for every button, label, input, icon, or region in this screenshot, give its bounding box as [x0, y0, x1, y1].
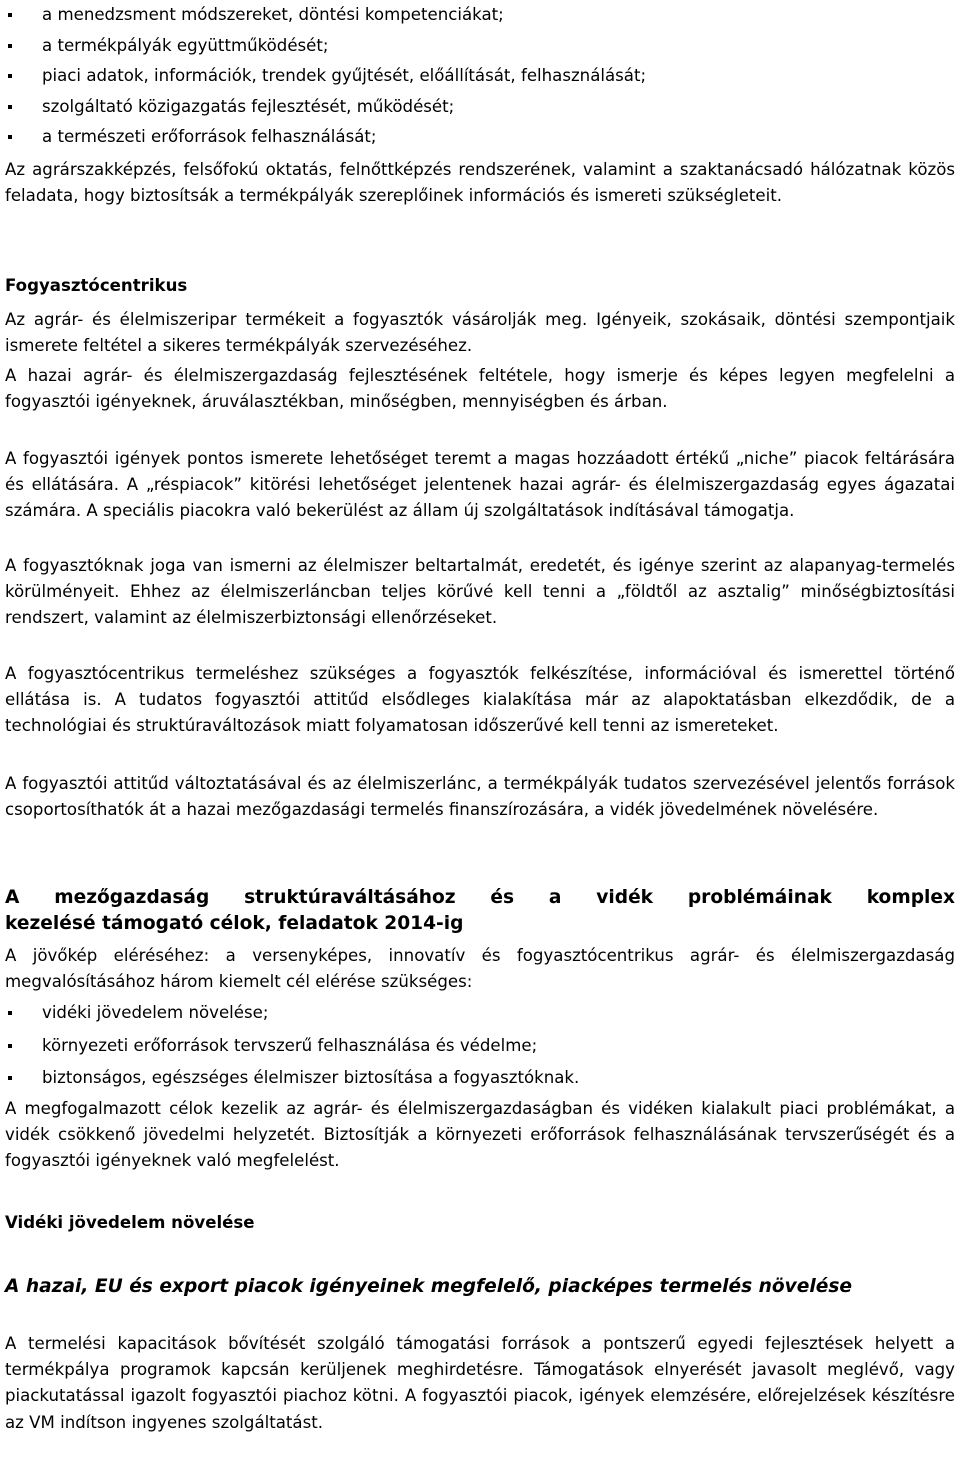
- subheading-hazai-piacok: A hazai, EU és export piacok igényeinek megfelelő, piacképes termelés növelése: [5, 1276, 853, 1297]
- list-item: a menedzsment módszereket, döntési kompetenciákat;: [5, 0, 955, 31]
- list-item: piaci adatok, információk, trendek gyűjtését, előállítását, felhasználását;: [5, 61, 955, 92]
- section-heading-line2: kezelésé támogató célok, feladatok 2014-ig: [5, 913, 464, 934]
- paragraph: A fogyasztóknak joga van ismerni az élelmiszer beltartalmát, eredetét, és igénye szerint az alapanyag-termelés körülményeit. Ehhez az élelmiszerláncban teljes körűvé kell tenni a „földtől az asztalig” minőségbiztosítási rendszert, valamint az élelmiszerbiztonsági ellenőrzéseket.: [5, 556, 955, 628]
- heading-fogyasztocentrikus: Fogyasztócentrikus: [5, 276, 188, 295]
- section-heading-line1: A mezőgazdaság struktúraváltásához és a vidék problémáinak komplex: [5, 887, 955, 908]
- list-item: szolgáltató közigazgatás fejlesztését, működését;: [5, 92, 955, 123]
- paragraph-termelesi: A termelési kapacitások bővítését szolgáló támogatási források a pontszerű egyedi fejlesztések helyett a termékpálya programok kapcsán kerüljenek meghirdetésre. Támogatások elnyerését javasolt meglévő, vagy piackutatással igazolt fogyasztói piachoz kötni. A fogyasztói piacok, igények elemzésére, előrejelzések készítésre az VM indítson ingyenes szolgáltatást.: [5, 1334, 955, 1432]
- bullet-list-goals: [5, 997, 955, 1095]
- list-item: a termékpályák együttműködését;: [5, 31, 955, 62]
- bullet-list-competencies: [5, 0, 955, 153]
- list-item: környezeti erőforrások tervszerű felhasználása és védelme;: [5, 1030, 955, 1063]
- paragraph-celok: A megfogalmazott célok kezelik az agrár- és élelmiszergazdaságban és vidéken kialakult piaci problémákat, a vidék csökkenő jövedelmi helyzetét. Biztosítják a környezeti erőforrások felhasználásának tervszerűségét és a fogyasztói igényeknek való megfelelést.: [5, 1099, 955, 1171]
- paragraph: A hazai agrár- és élelmiszergazdaság fejlesztésének feltétele, hogy ismerje és képes legyen megfelelni a fogyasztói igényeknek, áruválasztékban, minőségben, mennyiségben és árban.: [5, 366, 955, 412]
- list-item: biztonságos, egészséges élelmiszer biztosítása a fogyasztóknak.: [5, 1062, 955, 1095]
- paragraph: Az agrár- és élelmiszeripar termékeit a fogyasztók vásárolják meg. Igényeik, szokásaik, döntési szempontjaik ismerete feltétel a sikeres termékpályák szervezéséhez.: [5, 310, 955, 356]
- paragraph: A fogyasztói igények pontos ismerete lehetőséget teremt a magas hozzáadott értékű „niche” piacok feltárására és ellátására. A „réspiacok” kitörési lehetőséget jelentenek hazai agrár- és élelmiszergazdaság egyes ágazatai számára. A speciális piacokra való bekerülést az állam új szolgáltatások indításával támogatja.: [5, 449, 955, 521]
- paragraph-intro: Az agrárszakképzés, felsőfokú oktatás, felnőttképzés rendszerének, valamint a szaktanácsadó hálózatnak közös feladata, hogy biztosítsák a termékpályák szereplőinek információs és ismereti szükségleteit.: [5, 160, 955, 206]
- list-item: a természeti erőforrások felhasználását;: [5, 122, 955, 153]
- paragraph: A fogyasztócentrikus termeléshez szükséges a fogyasztók felkészítése, információval és ismerettel történő ellátása is. A tudatos fogyasztói attitűd elsődleges kialakítása már az alapoktatásban elkezdődik, de a technológiai és struktúraváltozások miatt folyamatosan időszerűvé kell tenni az ismereteket.: [5, 664, 955, 736]
- list-item: vidéki jövedelem növelése;: [5, 997, 955, 1030]
- paragraph: A fogyasztói attitűd változtatásával és az élelmiszerlánc, a termékpályák tudatos szervezésével jelentős források csoportosíthatók át a hazai mezőgazdasági termelés finanszírozására, a vidék jövedelmének növelésére.: [5, 774, 955, 820]
- paragraph-jovokep: A jövőkép eléréséhez: a versenyképes, innovatív és fogyasztócentrikus agrár- és élelmiszergazdaság megvalósításához három kiemelt cél elérése szükséges:: [5, 946, 955, 992]
- heading-videki-jovedelem: Vidéki jövedelem növelése: [5, 1213, 255, 1232]
